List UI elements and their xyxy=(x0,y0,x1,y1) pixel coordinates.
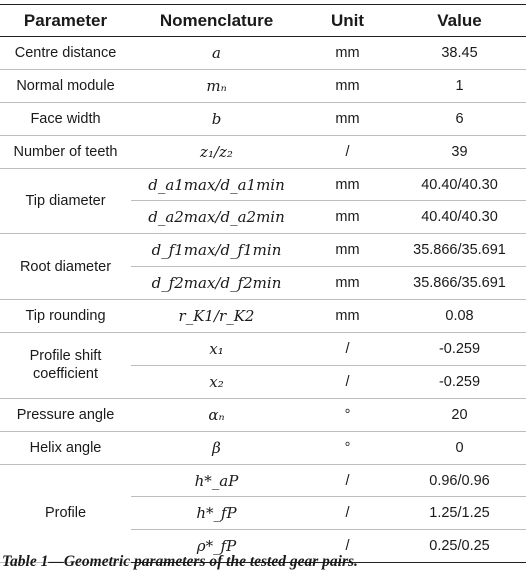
param-cell: Helix angle xyxy=(0,431,131,464)
value-cell: -0.259 xyxy=(393,333,526,366)
table-row xyxy=(0,168,526,201)
nomenclature-cell: d_f2max/d_f2min xyxy=(131,267,302,300)
unit-cell: mm xyxy=(302,300,393,333)
nomenclature-cell: b xyxy=(131,102,302,135)
unit-cell: / xyxy=(302,365,393,398)
nomenclature-cell: x₂ xyxy=(131,365,302,398)
table-row xyxy=(0,398,526,431)
value-cell: 35.866/35.691 xyxy=(393,267,526,300)
header-row xyxy=(0,5,526,37)
param-cell: Centre distance xyxy=(0,37,131,70)
param-cell: Number of teeth xyxy=(0,135,131,168)
value-cell: 0.96/0.96 xyxy=(393,464,526,497)
unit-cell: mm xyxy=(302,37,393,70)
param-cell: Tip rounding xyxy=(0,300,131,333)
unit-cell: / xyxy=(302,333,393,366)
nomenclature-cell: β xyxy=(131,431,302,464)
value-cell: 38.45 xyxy=(393,37,526,70)
table-row xyxy=(0,431,526,464)
nomenclature-cell: z₁/z₂ xyxy=(131,135,302,168)
value-cell: 20 xyxy=(393,398,526,431)
nomenclature-cell: d_a1max/d_a1min xyxy=(131,168,302,201)
value-cell: 40.40/40.30 xyxy=(393,201,526,234)
unit-cell: / xyxy=(302,464,393,497)
header-value: Value xyxy=(393,5,526,37)
nomenclature-cell: mₙ xyxy=(131,69,302,102)
value-cell: 40.40/40.30 xyxy=(393,168,526,201)
parameters-table xyxy=(0,4,526,563)
table-row xyxy=(0,69,526,102)
value-cell: 1.25/1.25 xyxy=(393,497,526,530)
table-row xyxy=(0,37,526,70)
param-cell: Profile shift coefficient xyxy=(0,333,131,399)
nomenclature-cell: d_f1max/d_f1min xyxy=(131,234,302,267)
table-row xyxy=(0,234,526,267)
value-cell: 35.866/35.691 xyxy=(393,234,526,267)
nomenclature-cell: d_a2max/d_a2min xyxy=(131,201,302,234)
table-row xyxy=(0,464,526,497)
unit-cell: mm xyxy=(302,69,393,102)
param-cell: Pressure angle xyxy=(0,398,131,431)
nomenclature-cell: r_K1/r_K2 xyxy=(131,300,302,333)
unit-cell: / xyxy=(302,497,393,530)
table-row xyxy=(0,102,526,135)
unit-cell: mm xyxy=(302,168,393,201)
nomenclature-cell: h*_aP xyxy=(131,464,302,497)
table-row xyxy=(0,300,526,333)
header-nomenclature: Nomenclature xyxy=(131,5,302,37)
unit-cell: mm xyxy=(302,234,393,267)
param-cell: Profile xyxy=(0,464,131,563)
table-row xyxy=(0,333,526,366)
value-cell: 6 xyxy=(393,102,526,135)
unit-cell: ° xyxy=(302,431,393,464)
table-caption: Table 1—Geometric parameters of the tested gear pairs. xyxy=(2,553,358,570)
value-cell: 0.25/0.25 xyxy=(393,530,526,563)
nomenclature-cell: ρ*_fP xyxy=(131,530,302,563)
nomenclature-cell: αₙ xyxy=(131,398,302,431)
header-parameter: Parameter xyxy=(0,5,131,37)
param-cell: Face width xyxy=(0,102,131,135)
param-cell: Tip diameter xyxy=(0,168,131,234)
value-cell: -0.259 xyxy=(393,365,526,398)
unit-cell: mm xyxy=(302,102,393,135)
value-cell: 1 xyxy=(393,69,526,102)
nomenclature-cell: h*_fP xyxy=(131,497,302,530)
param-cell: Normal module xyxy=(0,69,131,102)
unit-cell: / xyxy=(302,530,393,563)
unit-cell: / xyxy=(302,135,393,168)
value-cell: 39 xyxy=(393,135,526,168)
table-row xyxy=(0,135,526,168)
value-cell: 0 xyxy=(393,431,526,464)
nomenclature-cell: a xyxy=(131,37,302,70)
unit-cell: mm xyxy=(302,267,393,300)
header-unit: Unit xyxy=(302,5,393,37)
unit-cell: mm xyxy=(302,201,393,234)
param-cell: Root diameter xyxy=(0,234,131,300)
unit-cell: ° xyxy=(302,398,393,431)
nomenclature-cell: x₁ xyxy=(131,333,302,366)
value-cell: 0.08 xyxy=(393,300,526,333)
